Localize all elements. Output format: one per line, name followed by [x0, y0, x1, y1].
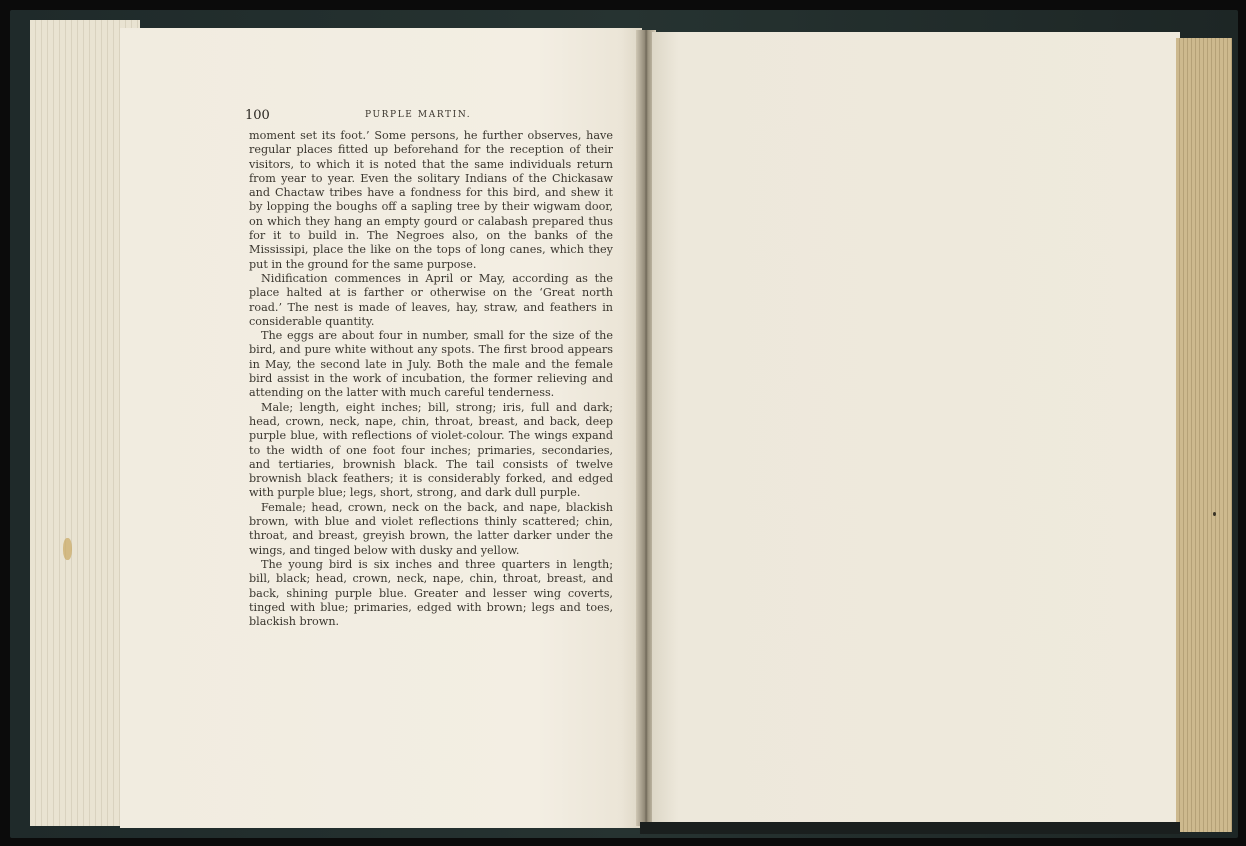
paragraph-female: Female; head, crown, neck on the back, and nape, blackish brown, with blue and violet reflections thinly scattered; chin, throat, and breast, greyish brown, the latter darker under the wings, and tinged below with dusky and yellow. [249, 500, 613, 557]
edge-speck [1213, 512, 1216, 516]
bottom-cover-edge [640, 822, 1180, 834]
paragraph-eggs: The eggs are about four in number, small for the size of the bird, and pure white without any spots. The first brood appears in May, the second late in July. Both the male and the female bird assist in the work of incubation, the former relieving and attending on the latter with much careful tenderness. [249, 329, 613, 400]
paper-stain [63, 538, 72, 560]
paragraph-young: The young bird is six inches and three quarters in length; bill, black; head, crown, neck, nape, chin, throat, breast, and back, shining purple blue. Greater and lesser wing coverts, tinged with blue; primaries, edged with brown; legs and toes, blackish brown. [249, 557, 613, 629]
paragraph-nidification: Nidification commences in April or May, according as the place halted at is farther or otherwise on the ‘Great north road.’ The nest is made of leaves, hay, straw, and feathers in considerable quantity. [249, 271, 613, 328]
right-page-edges [1176, 38, 1232, 832]
paragraph-continued: moment set its foot.’ Some persons, he further observes, have regular places fitted up beforehand for the reception of their visitors, to which it is noted that the same individuals return from year to year. Even the solitary Indians of the Chickasaw and Chactaw tribes have a fondness for this bird, and shew it by lopping the boughs off a sapling tree by their wigwam door, on which they hang an empty gourd or calabash prepared thus for it to build in. The Negroes also, on the banks of the Mississipi, place the like on the tops of long canes, which they put in the ground for the same purpose. [249, 129, 613, 271]
page-body-text [249, 129, 613, 629]
page-number: 100 [245, 108, 270, 123]
paragraph-male: Male; length, eight inches; bill, strong; iris, full and dark; head, crown, neck, nape, chin, throat, breast, and back, deep purple blue, with reflections of violet-colour. The wings expand to the width of one foot four inches; primaries, secondaries, and tertiaries, brownish black. The tail consists of twelve brownish black feathers; it is considerably forked, and edged with purple blue; legs, short, strong, and dark dull purple. [249, 400, 613, 500]
running-head-title: PURPLE MARTIN. [365, 110, 472, 120]
running-head [245, 108, 615, 128]
right-page-blank [652, 32, 1180, 834]
